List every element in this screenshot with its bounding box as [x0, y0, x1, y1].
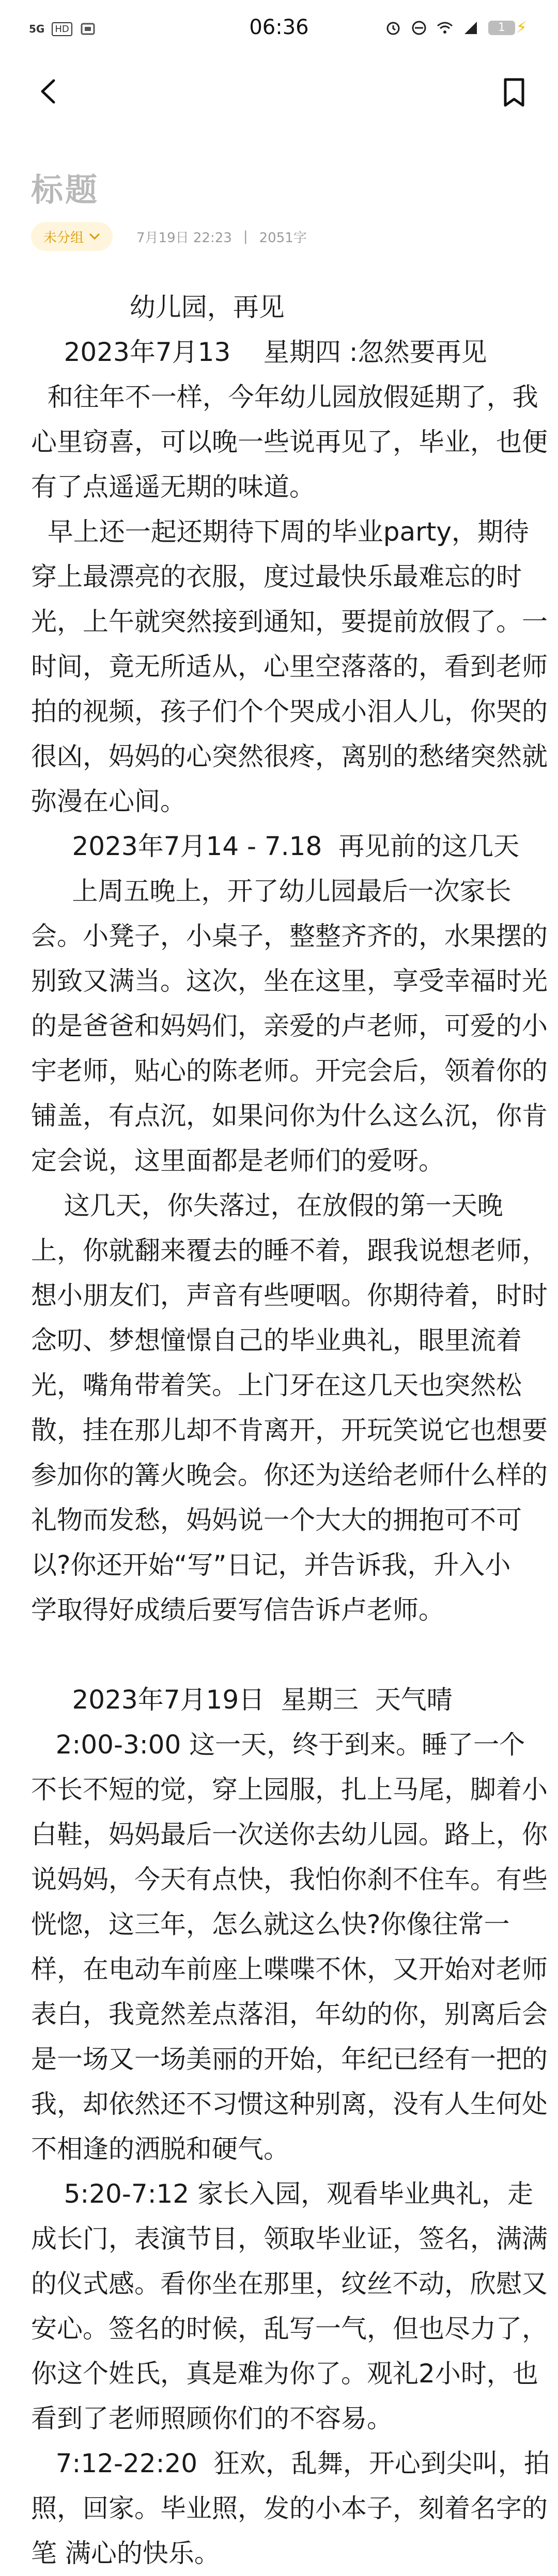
charging-icon: ⚡	[516, 19, 527, 37]
body-line: 别致又满当。这次，坐在这里，享受幸福时光	[31, 966, 548, 996]
body-line: 2023年7月19日 星期三 天气晴	[31, 1685, 453, 1715]
body-line: 学取得好成绩后要写信告诉卢老师。	[31, 1595, 444, 1625]
body-line: 散，挂在那儿却不肯离开，开玩笑说它也想要	[31, 1415, 548, 1445]
body-line: 样，在电动车前座上喋喋不休，又开始对老师	[31, 1954, 548, 1984]
body-line: 上周五晚上，开了幼儿园最后一次家长	[31, 876, 512, 906]
battery-level: 1	[488, 21, 515, 35]
body-line: 5:20-7:12 家长入园，观看毕业典礼，走	[31, 2179, 534, 2209]
body-line: 定会说，这里面都是老师们的爱呀。	[31, 1146, 444, 1176]
body-line: 7:12-22:20 狂欢，乱舞，开心到尖叫，拍	[31, 2448, 550, 2478]
group-selector[interactable]	[31, 222, 113, 251]
note-date: 7月19日 22:23	[136, 230, 232, 246]
body-line: 2023年7月13 星期四 :忽然要再见	[31, 337, 487, 367]
alarm-icon	[385, 20, 401, 36]
word-count: 2051字	[259, 230, 307, 246]
body-line: 弥漫在心间。	[31, 786, 186, 816]
body-line: 我，却依然还不习惯这种别离，没有人生何处	[31, 2089, 548, 2119]
clock: 06:36	[249, 15, 309, 39]
body-line: 你这个姓氏，真是难为你了。观礼2小时，也	[31, 2359, 538, 2389]
body-line: 的是爸爸和妈妈们，亲爱的卢老师，可爱的小	[31, 1011, 548, 1041]
body-line: 宇老师，贴心的陈老师。开完会后，领着你的	[31, 1056, 548, 1086]
body-line: 幼儿园，再见	[31, 292, 285, 322]
note-body[interactable]	[31, 285, 550, 2576]
body-line: 2:00-3:00 这一天，终于到来。睡了一个	[31, 1730, 525, 1760]
body-line: 时间，竟无所适从，心里空落落的，看到老师	[31, 652, 548, 682]
body-line: 想小朋友们，声音有些哽咽。你期待着，时时	[31, 1281, 548, 1310]
wifi-icon	[437, 20, 453, 36]
cellular-signal-icon: 5G	[29, 23, 45, 35]
chevron-down-icon	[89, 233, 100, 240]
body-line: 上，你就翻来覆去的睡不着，跟我说想老师，	[31, 1236, 548, 1266]
body-line: 光，嘴角带着笑。上门牙在这几天也突然松	[31, 1370, 522, 1400]
bookmark-icon[interactable]	[496, 74, 532, 110]
status-right	[385, 19, 527, 37]
hd-badge: HD	[52, 22, 72, 36]
body-line: 拍的视频，孩子们个个哭成小泪人儿，你哭的	[31, 697, 548, 726]
body-line: 说妈妈，今天有点快，我怕你刹不住车。有些	[31, 1864, 548, 1894]
body-line: 以?你还开始“写”日记，并告诉我，升入小	[31, 1550, 511, 1580]
body-line: 光，上午就突然接到通知，要提前放假了。一	[31, 607, 548, 637]
body-line: 铺盖，有点沉，如果问你为什么这么沉，你肯	[31, 1101, 548, 1131]
body-line: 看到了老师照顾你们的不容易。	[31, 2404, 393, 2433]
body-line: 念叨、梦想憧憬自己的毕业典礼，眼里流着	[31, 1325, 522, 1355]
body-line: 是一场又一场美丽的开始，年纪已经有一把的	[31, 2044, 548, 2074]
body-line: 有了点遥遥无期的味道。	[31, 472, 315, 502]
note-title[interactable]: 标题	[31, 171, 100, 209]
battery-indicator	[488, 19, 527, 37]
body-line: 早上还一起还期待下周的毕业party，期待	[31, 517, 529, 547]
back-icon[interactable]	[32, 73, 68, 109]
body-line: 和往年不一样，今年幼儿园放假延期了，我	[31, 382, 538, 412]
body-line: 这几天，你失落过，在放假的第一天晚	[31, 1191, 503, 1221]
body-line: 安心。签名的时候，乱写一气，但也尽力了，	[31, 2314, 548, 2344]
body-line: 心里窃喜，可以晚一些说再见了，毕业，也便	[31, 427, 548, 457]
group-label: 未分组	[43, 230, 84, 246]
body-line: 穿上最漂亮的衣服，度过最快乐最难忘的时	[31, 562, 522, 592]
status-bar	[0, 0, 558, 62]
body-line: 表白，我竟然差点落泪，年幼的你，别离后会	[31, 1999, 548, 2029]
body-line: 不长不短的觉，穿上园服，扎上马尾，脚着小	[31, 1775, 548, 1805]
body-line: 参加你的篝火晚会。你还为送给老师什么样的	[31, 1460, 548, 1490]
dnd-icon	[411, 20, 427, 36]
body-line: 的仪式感。看你坐在那里，纹丝不动，欣慰又	[31, 2269, 548, 2299]
body-line	[31, 1633, 537, 1678]
body-line: 不相逢的洒脱和硬气。	[31, 2134, 289, 2164]
body-line: 会。小凳子，小桌子，整整齐齐的，水果摆的	[31, 921, 548, 951]
body-line: 2023年7月14 - 7.18 再见前的这几天	[31, 831, 520, 861]
phone-signal-icon	[462, 20, 479, 36]
body-line: 很凶，妈妈的心突然很疼，离别的愁绪突然就	[31, 741, 548, 771]
body-line: 恍惚，这三年，怎么就这么快?你像往常一	[31, 1909, 510, 1939]
nav-bar	[0, 62, 558, 129]
body-line: 成长门，表演节目，领取毕业证，签名，满满	[31, 2224, 548, 2254]
body-line: 笔 满心的快乐。	[31, 2538, 220, 2568]
note-info	[136, 227, 307, 246]
meta-separator: |	[243, 229, 248, 244]
body-line: 照，回家。毕业照，发的小本子，刻着名字的	[31, 2493, 548, 2523]
body-line: 白鞋，妈妈最后一次送你去幼儿园。路上，你	[31, 1820, 548, 1850]
body-line: 礼物而发愁，妈妈说一个大大的拥抱可不可	[31, 1505, 522, 1535]
note-meta	[31, 222, 307, 251]
